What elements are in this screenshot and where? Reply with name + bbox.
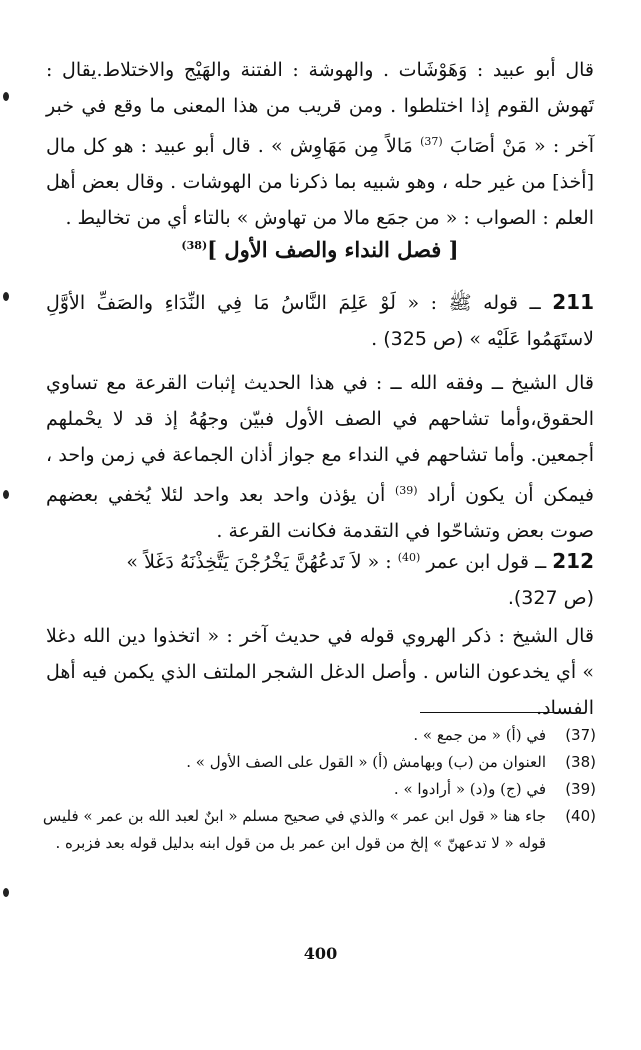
page-reference: (ص 325) <box>383 328 464 350</box>
hadith-211 <box>46 284 594 357</box>
hadith-text: قوله ﷺ : « لَوْ عَلِمَ النَّاسُ مَا فِي النِّدَاءِ والصَفِّ الأوَّلِ لاستَهَمُوا عَلَيْه » <box>46 292 594 350</box>
footnote-number: (40) <box>565 807 596 825</box>
page-number: 400 <box>303 944 338 963</box>
footnote-ref-38[interactable]: (38) <box>181 239 208 252</box>
scan-mark <box>3 490 9 499</box>
hadith-text: قول ابن عمر <box>426 551 530 573</box>
period: . <box>371 328 378 350</box>
heading-bracket-close: ] <box>207 237 218 262</box>
paragraph-hawsh <box>46 52 594 236</box>
scan-mark <box>3 292 9 301</box>
paragraph-text: مَالاً مِن مَهَاوِش » . قال أبو عبيد : هو كل مال [أخذ] من غير حله ، وهو شبيه بما ذكرنا من الهوشات . وقال بعض أهل العلم : الصواب : « من جمَع مالا من تهاوش » بالتاء أي من تخاليط . <box>46 135 594 229</box>
footnote-37 <box>40 722 596 749</box>
footnote-ref-37[interactable]: (37) <box>420 135 443 148</box>
footnote-number: (38) <box>565 753 596 771</box>
footnote-ref-39[interactable]: (39) <box>395 484 418 497</box>
footnote-text: جاء هنا « قول ابن عمر » والذي في صحيح مسلم « ابنٌ لعبد الله بن عمر » فليس قوله « لا تدعهنّ » إلخ من قول ابن عمر بل من قول ابنه بدليل قوله بعد فزبره . <box>42 807 546 852</box>
footnotes <box>40 722 596 857</box>
paragraph-text: قال أبو عبيد : وَهَوْشَات . والهوشة : الفتنة والهَيْج والاختلاط.يقال : تَهوش القوم إذا اختلطوا . ومن قريب من هذا المعنى ما وقع في خبر آخر : « مَنْ أصَابَ <box>46 59 594 157</box>
dash: ــ <box>529 292 541 314</box>
footnote-39 <box>40 776 596 803</box>
footnote-40 <box>40 803 596 857</box>
footnote-ref-40[interactable]: (40) <box>397 551 421 564</box>
footnote-number: (37) <box>565 726 596 744</box>
footnote-separator <box>420 712 572 713</box>
page-reference: .(ص 327) <box>507 587 594 609</box>
hadith-text: : « لاَ تَدعُهُنَّ يَخْرُجْنَ يَتَّخِذْنَهُ دَغَلاً » <box>126 551 392 573</box>
hadith-number: 212 <box>552 549 594 573</box>
commentary-text: أن يؤذن واحد بعد واحد لئلا يُخفي بعضهم صوت بعض وتشاحّوا في التقدمة فكانت القرعة . <box>46 484 594 542</box>
commentary-text: قال الشيخ ــ وفقه الله ــ : في هذا الحديث إثبات القرعة مع تساوي الحقوق،وأما تشاحهم في الصف الأول فبيّن وجهُهُ إذ قد لا يحْملهم أجمعين. وأما تشاحهم في النداء مع جواز أذان الجماعة في زمن واحد ، فيمكن أن يكون أراد <box>46 372 594 506</box>
commentary-212 <box>46 618 594 726</box>
dash: ــ <box>535 551 547 573</box>
scan-mark <box>3 888 9 897</box>
scan-mark <box>3 92 9 101</box>
hadith-212 <box>46 540 594 616</box>
commentary-text: قال الشيخ : ذكر الهروي قوله في حديث آخر : « اتخذوا دين الله دغلا » أي يخدعون الناس . وأصل الدغل الشجر الملتف الذي يكمن فيه أهل الفساد. <box>46 625 594 719</box>
footnote-text: العنوان من (ب) وبهامش (أ) « القول على الصف الأول » . <box>186 753 546 771</box>
footnote-text: في (ج) و(د) « أرادوا » . <box>393 780 546 798</box>
footnote-text: في (أ) « من جمع » . <box>413 726 546 744</box>
section-title: فصل النداء والصف الأول <box>224 237 442 262</box>
heading-bracket-open: [ <box>448 237 459 262</box>
footnote-number: (39) <box>565 780 596 798</box>
commentary-211 <box>46 365 594 549</box>
footnote-38 <box>40 749 596 776</box>
hadith-number: 211 <box>552 290 594 314</box>
section-heading <box>46 228 594 268</box>
